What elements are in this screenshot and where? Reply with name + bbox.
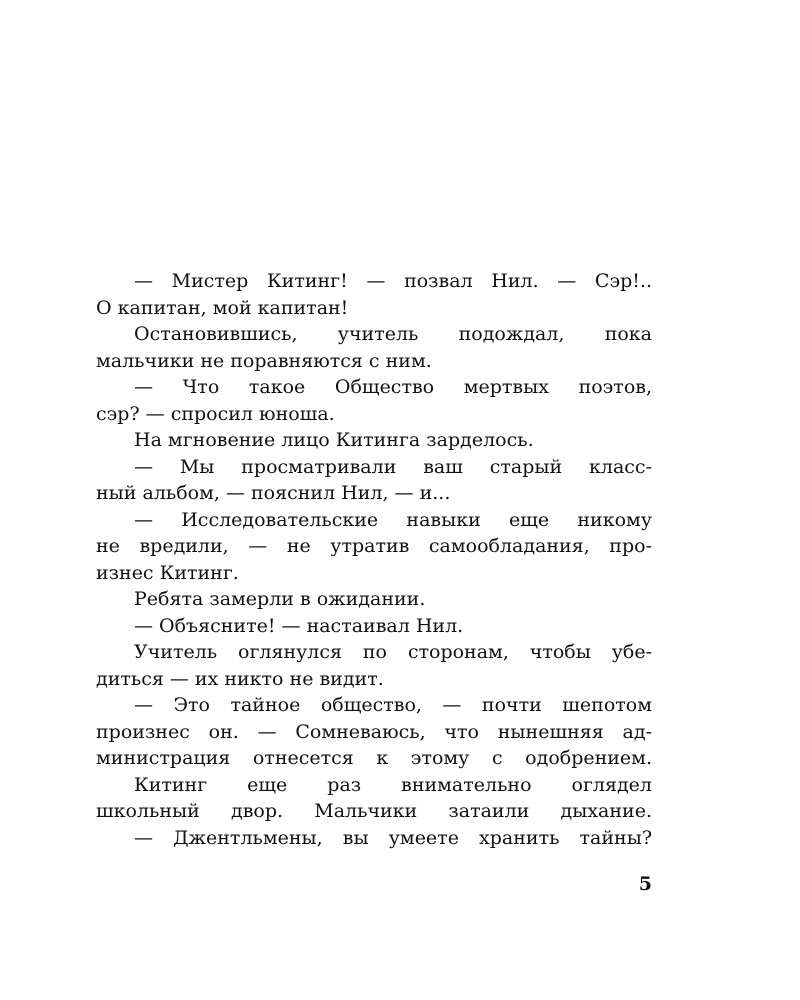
text-line: Ребята замерли в ожидании. [134, 588, 426, 610]
text-line: — Что такое Общество мертвых поэтов, [134, 376, 652, 398]
text-line: Остановившись, учитель подождал, пока [134, 323, 652, 345]
text-line: О капитан, мой капитан! [96, 296, 349, 319]
text-line: Учитель оглянулся по сторонам, чтобы убе- [134, 641, 652, 663]
body-text [96, 268, 652, 851]
text-line: — Мы просматривали ваш старый класс- [134, 455, 652, 478]
text-line: диться — их никто не видит. [96, 667, 384, 690]
text-line: министрация отнесется к этому с одобрением. [96, 747, 652, 769]
page-number: 5 [638, 873, 652, 895]
text-line: школьный двор. Мальчики затаили дыхание. [96, 800, 652, 822]
text-line: изнес Китинг. [96, 561, 239, 584]
text-line: произнес он. — Сомневаюсь, что нынешняя ад- [96, 720, 652, 743]
text-line: — Исследовательские навыки еще никому [134, 508, 652, 531]
text-line: Китинг еще раз внимательно оглядел [134, 773, 652, 796]
text-line: мальчики не поравняются с ним. [96, 349, 432, 372]
text-line: — Объясните! — настаивал Нил. [134, 614, 464, 637]
text-line: сэр? — спросил юноша. [96, 402, 335, 425]
text-line: не вредили, — не утратив самообладания, про- [96, 535, 652, 557]
text-line: На мгновение лицо Китинга зарделось. [134, 429, 534, 451]
text-line: ный альбом, — пояснил Нил, — и... [96, 482, 451, 504]
text-line: — Это тайное общество, — почти шепотом [134, 694, 652, 716]
text-line: — Мистер Китинг! — позвал Нил. — Сэр!.. [134, 270, 652, 292]
text-line: — Джентльмены, вы умеете хранить тайны? [134, 826, 652, 849]
